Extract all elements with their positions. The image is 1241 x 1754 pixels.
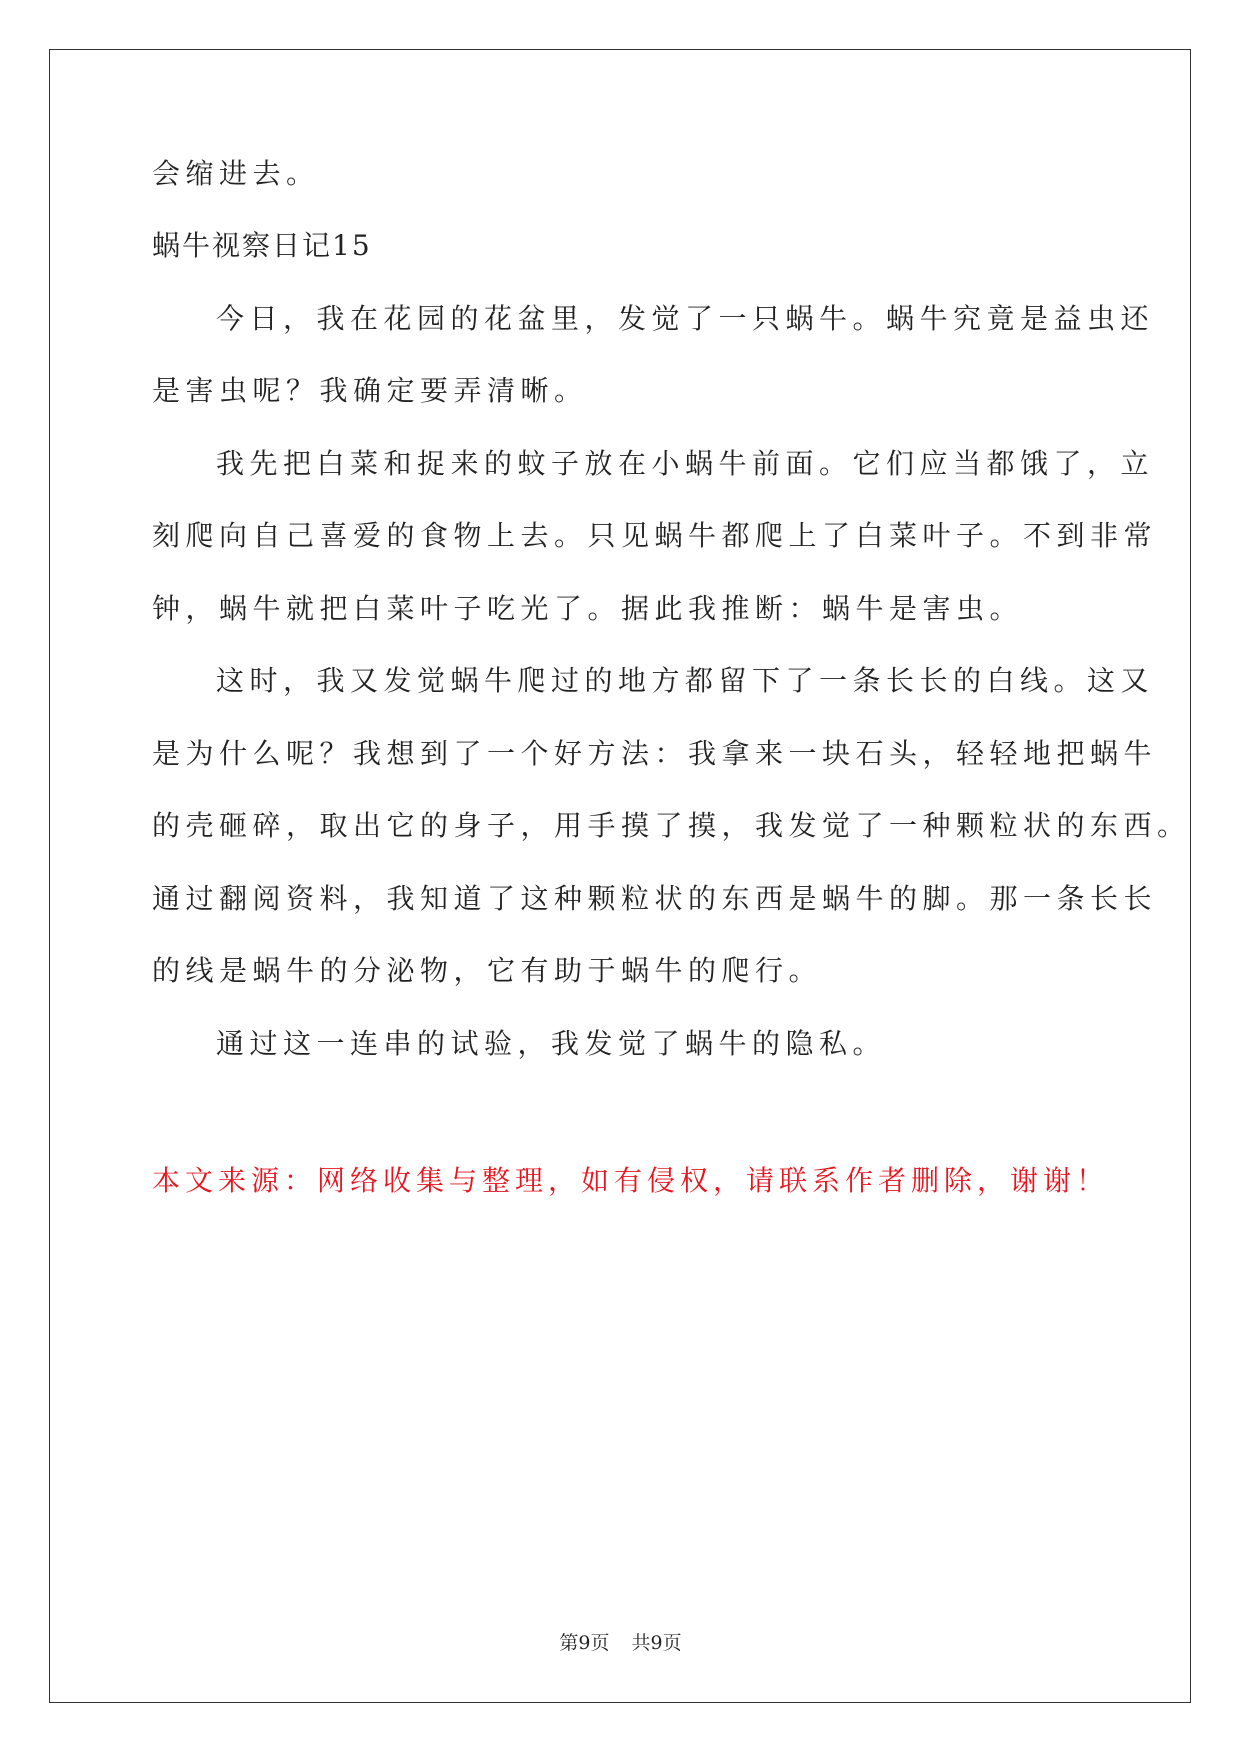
text-line: 是为什么呢？我想到了一个好方法：我拿来一块石头，轻轻地把蜗牛 bbox=[152, 737, 1158, 770]
page-number: 第9页 bbox=[559, 1632, 610, 1654]
text-line: 是害虫呢？我确定要弄清晰。 bbox=[152, 374, 588, 407]
text-line: 钟，蜗牛就把白菜叶子吃光了。据此我推断：蜗牛是害虫。 bbox=[152, 592, 1024, 625]
text-line: 这时，我又发觉蜗牛爬过的地方都留下了一条长长的白线。这又 bbox=[216, 664, 1155, 697]
source-notice: 本文来源：网络收集与整理，如有侵权，请联系作者删除，谢谢！ bbox=[152, 1164, 1110, 1197]
section-title: 蜗牛视察日记15 bbox=[152, 229, 372, 262]
text-line: 通过这一连串的试验，我发觉了蜗牛的隐私。 bbox=[216, 1027, 887, 1060]
text-line: 通过翻阅资料，我知道了这种颗粒状的东西是蜗牛的脚。那一条长长 bbox=[152, 882, 1158, 915]
text-line: 的线是蜗牛的分泌物，它有助于蜗牛的爬行。 bbox=[152, 954, 823, 987]
text-line: 我先把白菜和捉来的蚊子放在小蜗牛前面。它们应当都饿了，立 bbox=[216, 447, 1155, 480]
text-line: 会缩进去。 bbox=[152, 157, 320, 190]
text-line: 刻爬向自己喜爱的食物上去。只见蜗牛都爬上了白菜叶子。不到非常 bbox=[152, 519, 1158, 552]
page-total: 共9页 bbox=[631, 1632, 682, 1654]
page-footer bbox=[0, 1629, 1241, 1657]
text-line: 的壳砸碎，取出它的身子，用手摸了摸，我发觉了一种颗粒状的东西。 bbox=[152, 809, 1191, 842]
text-line: 今日，我在花园的花盆里，发觉了一只蜗牛。蜗牛究竟是益虫还 bbox=[216, 302, 1155, 335]
page-border bbox=[49, 49, 1191, 1703]
